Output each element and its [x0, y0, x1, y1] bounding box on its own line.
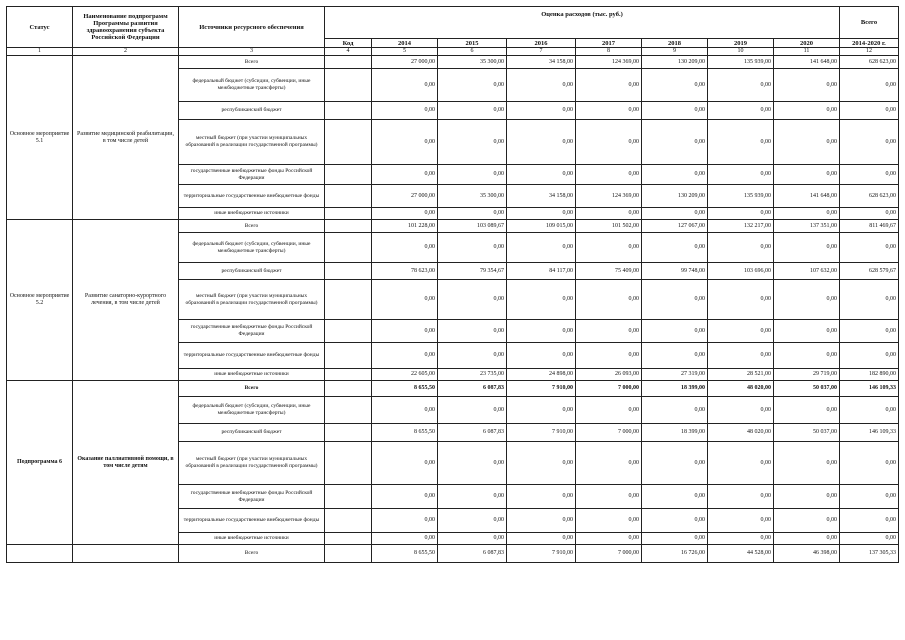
value-cell: 0,00 [642, 208, 708, 220]
value-cell: 0,00 [840, 343, 899, 369]
value-cell: 135 939,00 [708, 56, 774, 69]
value-cell: 0,00 [840, 320, 899, 343]
value-cell: 0,00 [642, 320, 708, 343]
value-cell: 0,00 [372, 533, 438, 545]
code-cell [325, 102, 372, 120]
value-cell: 0,00 [708, 320, 774, 343]
value-cell: 22 605,00 [372, 369, 438, 381]
source-label: местный бюджет (при участии муниципальных образований в реализации государственной программы) [179, 120, 325, 165]
header-year: 2016 [507, 39, 576, 48]
value-cell: 0,00 [840, 102, 899, 120]
value-cell: 0,00 [840, 233, 899, 263]
value-cell: 0,00 [507, 397, 576, 424]
value-cell: 0,00 [642, 533, 708, 545]
value-cell: 0,00 [840, 509, 899, 533]
value-cell: 18 399,00 [642, 381, 708, 397]
table-row [7, 381, 899, 397]
value-cell: 0,00 [576, 509, 642, 533]
value-cell: 0,00 [774, 509, 840, 533]
value-cell: 0,00 [438, 233, 507, 263]
value-cell: 0,00 [642, 485, 708, 509]
column-number: 5 [372, 48, 438, 56]
value-cell: 0,00 [372, 208, 438, 220]
value-cell: 50 037,00 [774, 424, 840, 442]
value-cell: 0,00 [840, 69, 899, 102]
value-cell: 35 300,00 [438, 56, 507, 69]
value-cell: 0,00 [507, 120, 576, 165]
value-cell: 0,00 [438, 120, 507, 165]
value-cell: 127 067,00 [642, 220, 708, 233]
code-cell [325, 509, 372, 533]
header-sources: Источники ресурсного обеспечения [179, 7, 325, 48]
value-cell: 0,00 [507, 102, 576, 120]
value-cell: 628 623,00 [840, 185, 899, 208]
value-cell: 0,00 [774, 280, 840, 320]
value-cell: 0,00 [372, 343, 438, 369]
code-cell [325, 185, 372, 208]
value-cell: 0,00 [576, 102, 642, 120]
value-cell: 0,00 [372, 509, 438, 533]
value-cell: 137 305,33 [840, 545, 899, 563]
value-cell: 34 158,00 [507, 56, 576, 69]
source-label: республиканский бюджет [179, 263, 325, 280]
source-label: федеральный бюджет (субсидии, субвенции, иные межбюджетные трансферты) [179, 397, 325, 424]
column-number: 3 [179, 48, 325, 56]
source-label: территориальные государственные внебюджетные фонды [179, 343, 325, 369]
value-cell: 0,00 [774, 343, 840, 369]
value-cell: 0,00 [507, 485, 576, 509]
source-label: территориальные государственные внебюджетные фонды [179, 509, 325, 533]
value-cell: 0,00 [774, 320, 840, 343]
value-cell: 109 015,00 [507, 220, 576, 233]
value-cell: 811 469,67 [840, 220, 899, 233]
source-label: федеральный бюджет (субсидии, субвенции, иные межбюджетные трансферты) [179, 69, 325, 102]
code-cell [325, 485, 372, 509]
value-cell: 0,00 [774, 165, 840, 185]
value-cell: 0,00 [372, 69, 438, 102]
value-cell: 0,00 [774, 208, 840, 220]
section-status: Основное мероприятие 5.1 [7, 56, 73, 220]
code-cell [325, 120, 372, 165]
value-cell: 0,00 [438, 280, 507, 320]
value-cell: 0,00 [774, 533, 840, 545]
code-cell [325, 280, 372, 320]
column-number: 8 [576, 48, 642, 56]
value-cell: 0,00 [507, 533, 576, 545]
value-cell: 0,00 [372, 233, 438, 263]
value-cell: 46 398,00 [774, 545, 840, 563]
value-cell: 141 648,00 [774, 56, 840, 69]
value-cell: 0,00 [708, 208, 774, 220]
header-year: 2020 [774, 39, 840, 48]
value-cell: 48 020,00 [708, 381, 774, 397]
value-cell: 79 354,67 [438, 263, 507, 280]
value-cell: 7 910,00 [507, 381, 576, 397]
column-number: 10 [708, 48, 774, 56]
value-cell: 0,00 [372, 165, 438, 185]
value-cell: 0,00 [576, 233, 642, 263]
value-cell: 0,00 [507, 442, 576, 485]
value-cell: 0,00 [840, 120, 899, 165]
value-cell: 182 890,00 [840, 369, 899, 381]
header-code: Код [325, 39, 372, 48]
column-number: 9 [642, 48, 708, 56]
header-subprogram-name: Наименование подпрограмм Программы развития здравоохранения субъекта Российской Федерации [73, 7, 179, 48]
value-cell: 0,00 [840, 165, 899, 185]
value-cell: 0,00 [372, 442, 438, 485]
value-cell: 78 623,00 [372, 263, 438, 280]
value-cell: 0,00 [372, 320, 438, 343]
value-cell: 101 502,00 [576, 220, 642, 233]
value-cell: 101 228,00 [372, 220, 438, 233]
value-cell: 8 655,50 [372, 381, 438, 397]
value-cell: 0,00 [576, 485, 642, 509]
value-cell: 0,00 [576, 343, 642, 369]
code-cell [325, 343, 372, 369]
value-cell: 0,00 [708, 442, 774, 485]
value-cell: 141 648,00 [774, 185, 840, 208]
value-cell: 0,00 [774, 485, 840, 509]
expenditure-table-sheet [6, 6, 899, 563]
value-cell: 16 726,00 [642, 545, 708, 563]
value-cell: 0,00 [507, 343, 576, 369]
value-cell: 0,00 [840, 397, 899, 424]
value-cell: 0,00 [840, 442, 899, 485]
value-cell: 0,00 [708, 280, 774, 320]
value-cell: 84 117,00 [507, 263, 576, 280]
value-cell: 0,00 [642, 397, 708, 424]
value-cell: 146 109,33 [840, 424, 899, 442]
value-cell: 0,00 [576, 442, 642, 485]
value-cell: 0,00 [438, 509, 507, 533]
value-cell: 0,00 [708, 102, 774, 120]
value-cell: 7 910,00 [507, 424, 576, 442]
value-cell: 0,00 [642, 165, 708, 185]
value-cell: 7 000,00 [576, 545, 642, 563]
value-cell: 0,00 [642, 442, 708, 485]
source-label: Всего [179, 545, 325, 563]
value-cell: 0,00 [372, 397, 438, 424]
value-cell: 0,00 [774, 69, 840, 102]
value-cell: 103 696,00 [708, 263, 774, 280]
source-label: федеральный бюджет (субсидии, субвенции, иные межбюджетные трансферты) [179, 233, 325, 263]
value-cell: 75 409,00 [576, 263, 642, 280]
code-cell [325, 233, 372, 263]
code-cell [325, 442, 372, 485]
value-cell: 26 093,00 [576, 369, 642, 381]
value-cell: 146 109,33 [840, 381, 899, 397]
empty-cell [73, 545, 179, 563]
value-cell: 132 217,00 [708, 220, 774, 233]
value-cell: 124 369,00 [576, 185, 642, 208]
source-label: государственные внебюджетные фонды Российской Федерации [179, 165, 325, 185]
column-number: 1 [7, 48, 73, 56]
value-cell: 27 319,00 [642, 369, 708, 381]
value-cell: 0,00 [774, 102, 840, 120]
code-cell [325, 220, 372, 233]
value-cell: 0,00 [576, 120, 642, 165]
value-cell: 0,00 [708, 120, 774, 165]
value-cell: 0,00 [576, 208, 642, 220]
table-row [7, 56, 899, 69]
header-year: 2015 [438, 39, 507, 48]
table-row [7, 220, 899, 233]
value-cell: 0,00 [840, 280, 899, 320]
section-name: Оказание паллиативной помощи, в том числе детям [73, 381, 179, 545]
value-cell: 0,00 [438, 397, 507, 424]
value-cell: 0,00 [774, 120, 840, 165]
header-row-column-numbers [7, 48, 899, 56]
value-cell: 27 000,00 [372, 56, 438, 69]
value-cell: 0,00 [507, 233, 576, 263]
code-cell [325, 369, 372, 381]
value-cell: 0,00 [774, 233, 840, 263]
column-number: 12 [840, 48, 899, 56]
value-cell: 0,00 [576, 320, 642, 343]
value-cell: 0,00 [438, 442, 507, 485]
value-cell: 0,00 [507, 69, 576, 102]
value-cell: 48 020,00 [708, 424, 774, 442]
column-number: 6 [438, 48, 507, 56]
source-label: Всего [179, 56, 325, 69]
value-cell: 0,00 [774, 397, 840, 424]
value-cell: 7 000,00 [576, 424, 642, 442]
value-cell: 6 087,83 [438, 424, 507, 442]
header-estimate: Оценка расходов (тыс. руб.) [325, 7, 840, 39]
value-cell: 137 351,00 [774, 220, 840, 233]
value-cell: 0,00 [438, 533, 507, 545]
value-cell: 27 000,00 [372, 185, 438, 208]
value-cell: 0,00 [507, 280, 576, 320]
value-cell: 0,00 [840, 533, 899, 545]
value-cell: 0,00 [438, 343, 507, 369]
section-name: Развитие санаторно-курортного лечения, в том числе детей [73, 220, 179, 381]
value-cell: 44 528,00 [708, 545, 774, 563]
value-cell: 8 655,50 [372, 424, 438, 442]
value-cell: 628 579,67 [840, 263, 899, 280]
value-cell: 24 898,00 [507, 369, 576, 381]
value-cell: 50 037,00 [774, 381, 840, 397]
value-cell: 29 719,00 [774, 369, 840, 381]
section-status: Основное мероприятие 5.2 [7, 220, 73, 381]
column-number: 11 [774, 48, 840, 56]
value-cell: 0,00 [576, 533, 642, 545]
value-cell: 34 158,00 [507, 185, 576, 208]
value-cell: 18 399,00 [642, 424, 708, 442]
value-cell: 124 369,00 [576, 56, 642, 69]
code-cell [325, 56, 372, 69]
value-cell: 0,00 [372, 485, 438, 509]
value-cell: 0,00 [840, 485, 899, 509]
value-cell: 0,00 [576, 69, 642, 102]
source-label: местный бюджет (при участии муниципальных образований в реализации государственной программы) [179, 280, 325, 320]
empty-cell [7, 545, 73, 563]
value-cell: 135 939,00 [708, 185, 774, 208]
value-cell: 130 209,00 [642, 185, 708, 208]
section-name: Развитие медицинской реабилитации, в том числе детей [73, 56, 179, 220]
value-cell: 99 748,00 [642, 263, 708, 280]
code-cell [325, 545, 372, 563]
value-cell: 0,00 [438, 102, 507, 120]
source-label: государственные внебюджетные фонды Российской Федерации [179, 485, 325, 509]
code-cell [325, 424, 372, 442]
value-cell: 0,00 [774, 442, 840, 485]
value-cell: 8 655,50 [372, 545, 438, 563]
header-row-main [7, 7, 899, 39]
value-cell: 0,00 [708, 343, 774, 369]
value-cell: 0,00 [507, 165, 576, 185]
value-cell: 0,00 [642, 120, 708, 165]
value-cell: 0,00 [642, 343, 708, 369]
value-cell: 7 910,00 [507, 545, 576, 563]
value-cell: 0,00 [507, 208, 576, 220]
value-cell: 0,00 [642, 102, 708, 120]
section-status: Подпрограмма 6 [7, 381, 73, 545]
header-year: 2014 [372, 39, 438, 48]
code-cell [325, 381, 372, 397]
value-cell: 103 089,67 [438, 220, 507, 233]
source-label: государственные внебюджетные фонды Российской Федерации [179, 320, 325, 343]
header-total-period: 2014-2020 г. [840, 39, 899, 48]
value-cell: 28 521,00 [708, 369, 774, 381]
value-cell: 0,00 [438, 69, 507, 102]
value-cell: 6 087,83 [438, 381, 507, 397]
value-cell: 0,00 [438, 208, 507, 220]
value-cell: 0,00 [840, 208, 899, 220]
value-cell: 6 087,83 [438, 545, 507, 563]
expenditure-table [6, 6, 899, 563]
source-label: иные внебюджетные источники [179, 369, 325, 381]
value-cell: 0,00 [372, 120, 438, 165]
code-cell [325, 208, 372, 220]
source-label: республиканский бюджет [179, 424, 325, 442]
value-cell: 0,00 [642, 69, 708, 102]
value-cell: 0,00 [708, 233, 774, 263]
source-label: Всего [179, 220, 325, 233]
column-number: 4 [325, 48, 372, 56]
header-total: Всего [840, 7, 899, 39]
code-cell [325, 397, 372, 424]
source-label: Всего [179, 381, 325, 397]
value-cell: 0,00 [642, 509, 708, 533]
value-cell: 23 735,00 [438, 369, 507, 381]
value-cell: 0,00 [507, 320, 576, 343]
value-cell: 0,00 [642, 233, 708, 263]
header-status: Статус [7, 7, 73, 48]
value-cell: 0,00 [372, 280, 438, 320]
value-cell: 0,00 [576, 397, 642, 424]
header-year: 2018 [642, 39, 708, 48]
value-cell: 0,00 [708, 533, 774, 545]
value-cell: 0,00 [438, 485, 507, 509]
source-label: территориальные государственные внебюджетные фонды [179, 185, 325, 208]
value-cell: 0,00 [438, 320, 507, 343]
source-label: иные внебюджетные источники [179, 533, 325, 545]
value-cell: 0,00 [708, 509, 774, 533]
code-cell [325, 533, 372, 545]
source-label: республиканский бюджет [179, 102, 325, 120]
value-cell: 0,00 [576, 165, 642, 185]
column-number: 2 [73, 48, 179, 56]
code-cell [325, 69, 372, 102]
value-cell: 130 209,00 [642, 56, 708, 69]
value-cell: 7 000,00 [576, 381, 642, 397]
value-cell: 0,00 [708, 397, 774, 424]
value-cell: 0,00 [507, 509, 576, 533]
code-cell [325, 165, 372, 185]
column-number: 7 [507, 48, 576, 56]
value-cell: 0,00 [708, 69, 774, 102]
table-row [7, 545, 899, 563]
header-year: 2019 [708, 39, 774, 48]
value-cell: 107 632,00 [774, 263, 840, 280]
value-cell: 0,00 [372, 102, 438, 120]
value-cell: 35 300,00 [438, 185, 507, 208]
code-cell [325, 320, 372, 343]
value-cell: 0,00 [708, 485, 774, 509]
value-cell: 0,00 [708, 165, 774, 185]
value-cell: 0,00 [438, 165, 507, 185]
value-cell: 0,00 [642, 280, 708, 320]
value-cell: 0,00 [576, 280, 642, 320]
code-cell [325, 263, 372, 280]
source-label: местный бюджет (при участии муниципальных образований в реализации государственной программы) [179, 442, 325, 485]
value-cell: 628 623,00 [840, 56, 899, 69]
header-year: 2017 [576, 39, 642, 48]
source-label: иные внебюджетные источники [179, 208, 325, 220]
